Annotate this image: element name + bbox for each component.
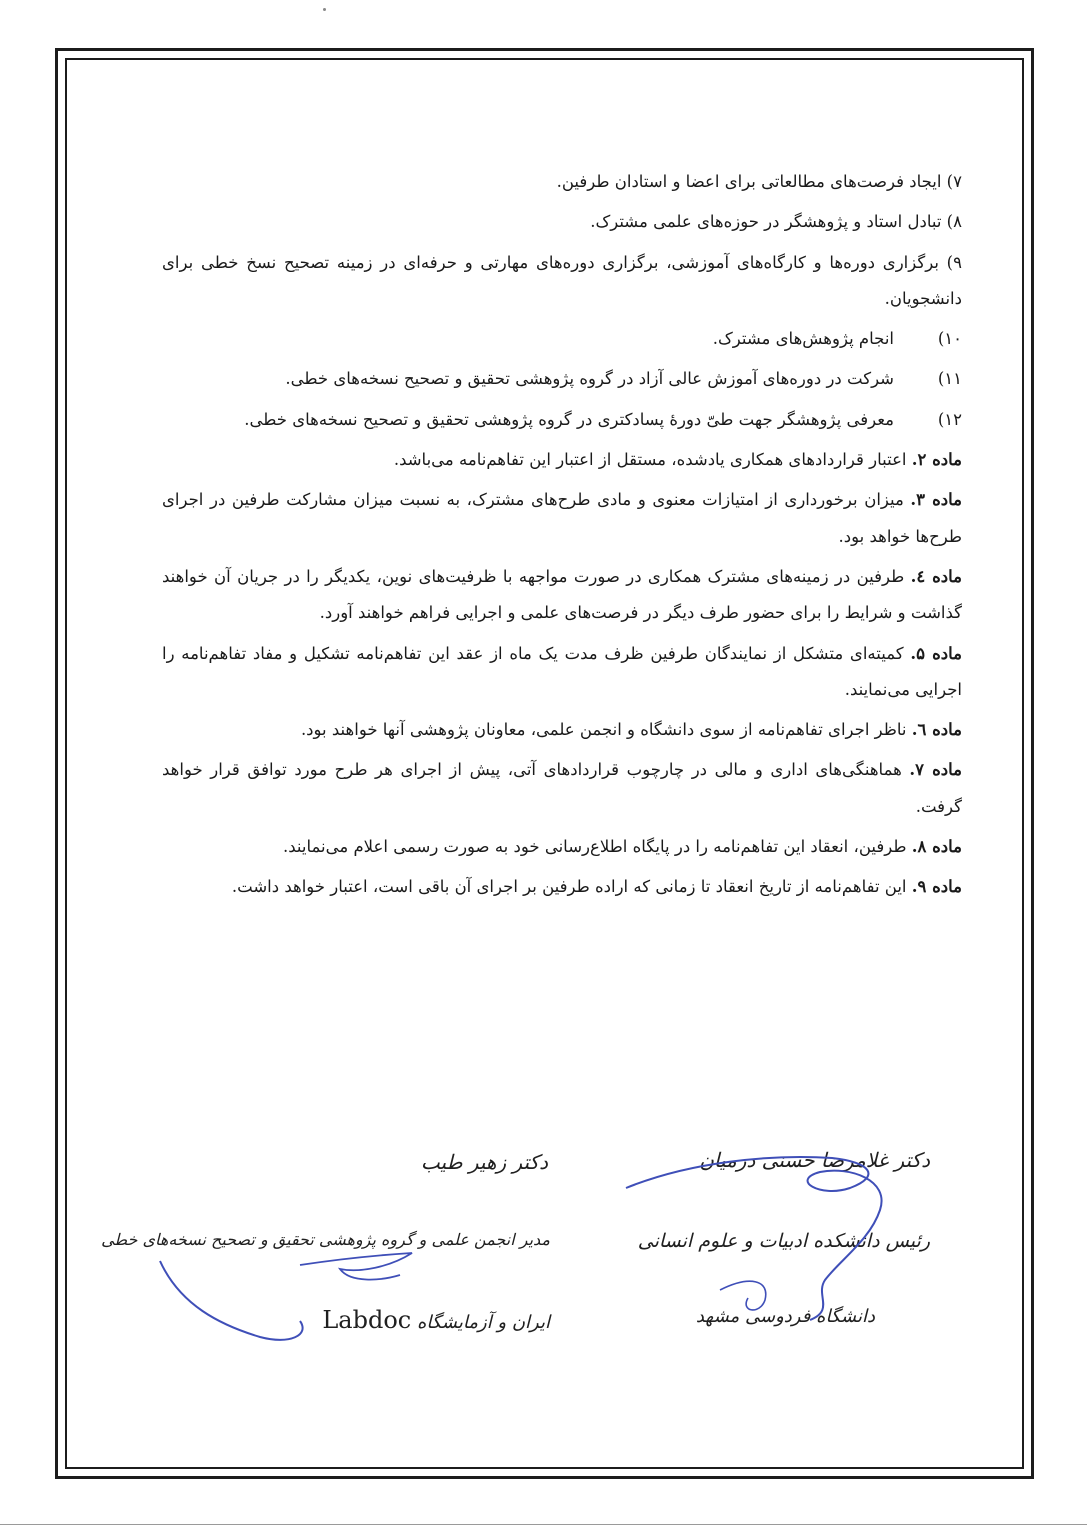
article-text: طرفین، انعقاد این تفاهم‌نامه را در پایگاه اطلاع‌رسانی خود به صورت رسمی اعلام می‌نمایند. (283, 837, 907, 857)
article (162, 559, 962, 632)
signatory-title: مدیر انجمن علمی و گروه پژوهشی تحقیق و تصحیح نسخه‌های خطی (101, 1230, 550, 1249)
article-text: هماهنگی‌های اداری و مالی در چارچوب قراردادهای آتی، پیش از اجرای هر طرح مورد توافق قرار خواهد گرفت. (162, 760, 962, 816)
item-number: ۱۱) (937, 369, 962, 389)
list-item: ۸) تبادل استاد و پژوهشگر در حوزه‌های علمی مشترک. (590, 212, 962, 232)
list-item: ۹) برگزاری دوره‌ها و کارگاه‌های آموزشی، برگزاری دوره‌های مهارتی و حرفه‌ای در زمینه تصحیح نسخ خطی برای دانشجویان. (162, 252, 962, 308)
article (162, 482, 962, 555)
article-text: این تفاهم‌نامه از تاریخ انعقاد تا زمانی که اراده طرفین بر اجرای آن باقی است، اعتبار خواهد داشت. (231, 877, 907, 897)
article (162, 442, 962, 478)
numbered-item (162, 361, 962, 397)
article-label: ماده ۹. (911, 877, 962, 897)
document-body (162, 164, 962, 910)
article-label: ماده ۸. (911, 837, 962, 857)
article-label: ماده ٦. (911, 720, 962, 740)
signatory-title: رئیس دانشکده ادبیات و علوم انسانی (637, 1230, 930, 1252)
article-label: ماده ۷. (909, 760, 962, 780)
article-text: ناظر اجرای تفاهم‌نامه از سوی دانشگاه و انجمن علمی، معاونان پژوهشی آنها خواهند بود. (300, 720, 907, 740)
article-label: ماده ۳. (910, 490, 962, 510)
article (162, 636, 962, 709)
article (162, 712, 962, 748)
item-text: معرفی پژوهشگر جهت طیّ دورۀ پسادکتری در گروه پژوهشی تحقیق و تصحیح نسخه‌های خطی. (244, 409, 894, 429)
article-text: میزان برخورداری از امتیازات معنوی و مادی طرح‌های مشترک، به نسبت میزان مشارکت طرفین در اجرای طرح‌ها خواهد بود. (162, 490, 962, 546)
article (162, 829, 962, 865)
article (162, 752, 962, 825)
item-text: شرکت در دوره‌های آموزش عالی آزاد در گروه پژوهشی تحقیق و تصحیح نسخه‌های خطی. (285, 369, 894, 389)
signature-scribble-left (150, 1225, 430, 1375)
organization-prefix: ایران و آزمایشگاه (416, 1312, 550, 1333)
article-label: ماده ۲. (911, 450, 962, 470)
item-text: انجام پژوهش‌های مشترک. (712, 329, 894, 349)
numbered-item (162, 402, 962, 438)
article-text: اعتبار قراردادهای همکاری یادشده، مستقل از اعتبار این تفاهم‌نامه می‌باشد. (393, 450, 907, 470)
article-label: ماده ۵. (910, 643, 962, 663)
scan-speck (323, 8, 326, 11)
signatory-name: دکتر زهیر طیب (420, 1150, 548, 1174)
item-number: ۱۲) (937, 409, 962, 429)
numbered-item (162, 321, 962, 357)
article-text: طرفین در زمینه‌های مشترک همکاری در صورت مواجهه با ظرفیت‌های نوین، یکدیگر را در جریان آن خواهند گذاشت و شرایط را برای حضور طرف دیگر در فرصت‌های علمی و اجرایی فراهم خواهند آورد. (162, 566, 962, 623)
organization-latin: Labdoc (322, 1306, 412, 1334)
scan-edge (0, 1524, 1087, 1525)
article (162, 869, 962, 905)
item-number: ۱۰) (937, 329, 962, 349)
signatory-organization: دانشگاه فردوسی مشهد (695, 1306, 875, 1327)
list-item: ۷) ایجاد فرصت‌های مطالعاتی برای اعضا و استادان طرفین. (556, 172, 962, 191)
signature-scribble-right (620, 1140, 940, 1330)
article-label: ماده ٤. (910, 566, 963, 586)
article-text: کمیته‌ای متشکل از نمایندگان طرفین ظرف مدت یک ماه از عقد این تفاهم‌نامه تشکیل و مفاد تفاهم‌نامه را اجرایی می‌نمایند. (162, 643, 962, 699)
signatory-name: دکتر غلامرضا حسنی درمیان (699, 1148, 930, 1172)
